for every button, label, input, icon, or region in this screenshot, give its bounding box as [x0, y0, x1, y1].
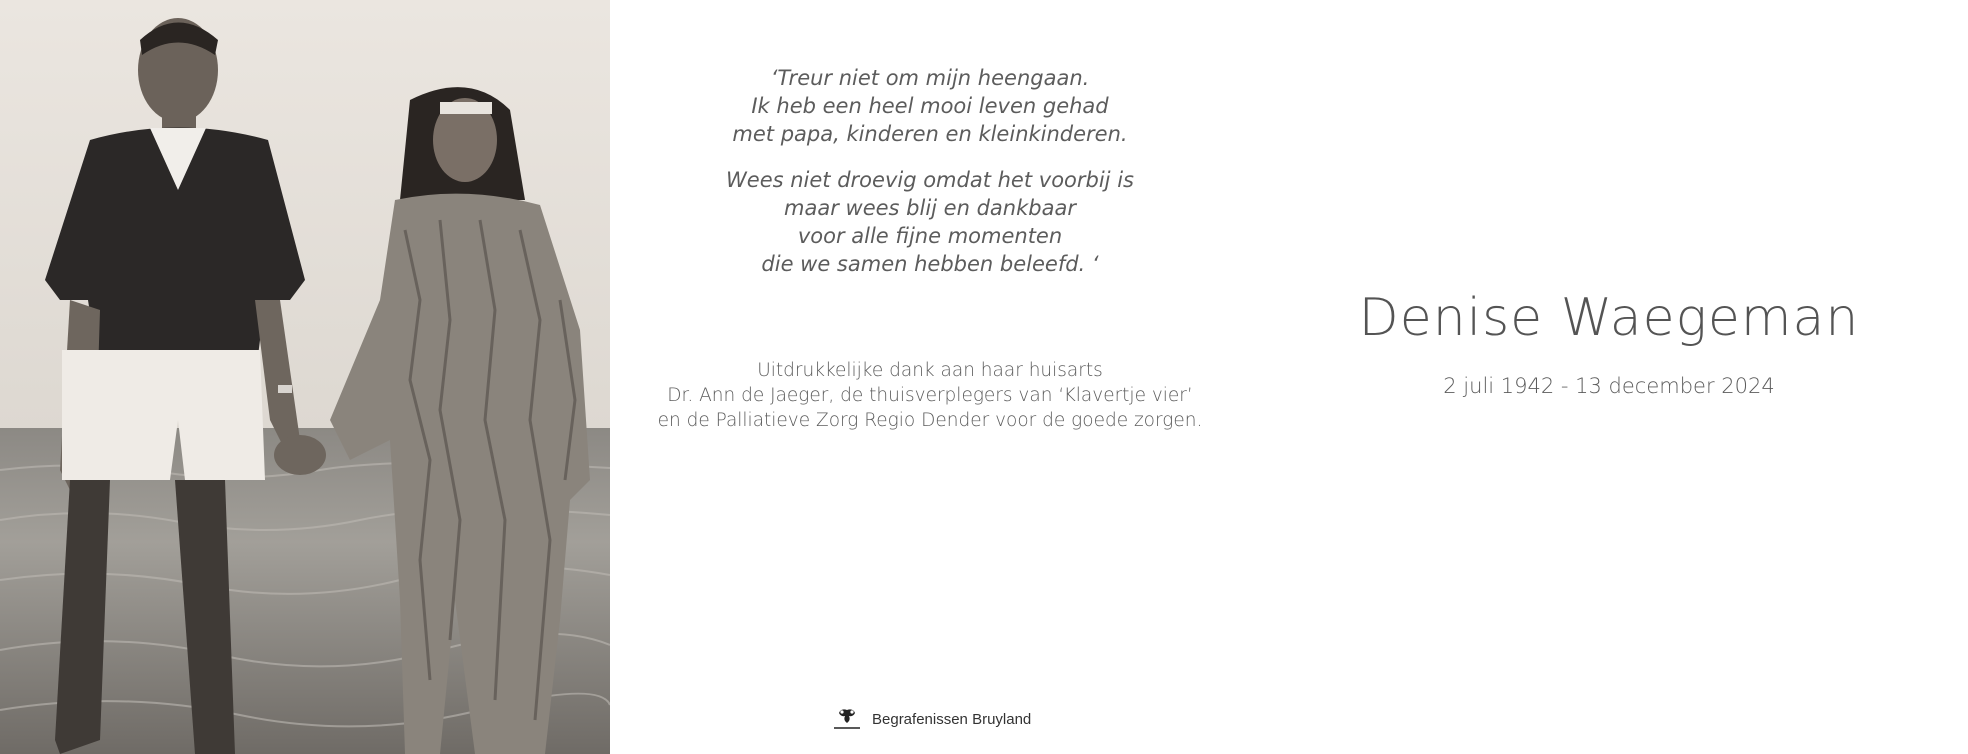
acknowledgement [610, 358, 1250, 433]
poem-line: ‘Treur niet om mijn heengaan. [770, 66, 1090, 90]
poem-line: Ik heb een heel mooi leven gehad [751, 94, 1109, 118]
poem-line: met papa, kinderen en kleinkinderen. [732, 122, 1128, 146]
text-panel [610, 0, 1250, 754]
couple-beach-photo [0, 0, 610, 754]
poem-line: Wees niet droevig omdat het voorbij is [726, 168, 1134, 192]
acknowledgement-line: Uitdrukkelijke dank aan haar huisarts [757, 360, 1103, 381]
name-panel [1250, 0, 1968, 754]
poem-line: maar wees blij en dankbaar [784, 196, 1076, 220]
memorial-photo [0, 0, 610, 754]
acknowledgement-line: en de Palliatieve Zorg Regio Dender voor de goede zorgen. [657, 410, 1203, 431]
funeral-home-name: Begrafenissen Bruyland [872, 710, 1032, 728]
funeral-home-logo-icon [832, 706, 862, 732]
poem-line: die we samen hebben beleefd. ‘ [761, 252, 1099, 276]
poem [610, 64, 1250, 278]
acknowledgement-line: Dr. Ann de Jaeger, de thuisverplegers van ‘Klavertje vier’ [667, 385, 1193, 406]
funeral-home-branding [832, 706, 1031, 732]
stanza-gap [610, 148, 1250, 166]
poem-line: voor alle fijne momenten [797, 224, 1063, 248]
life-dates: 2 juli 1942 - 13 december 2024 [1443, 374, 1775, 398]
deceased-name: Denise Waegeman [1358, 288, 1860, 348]
